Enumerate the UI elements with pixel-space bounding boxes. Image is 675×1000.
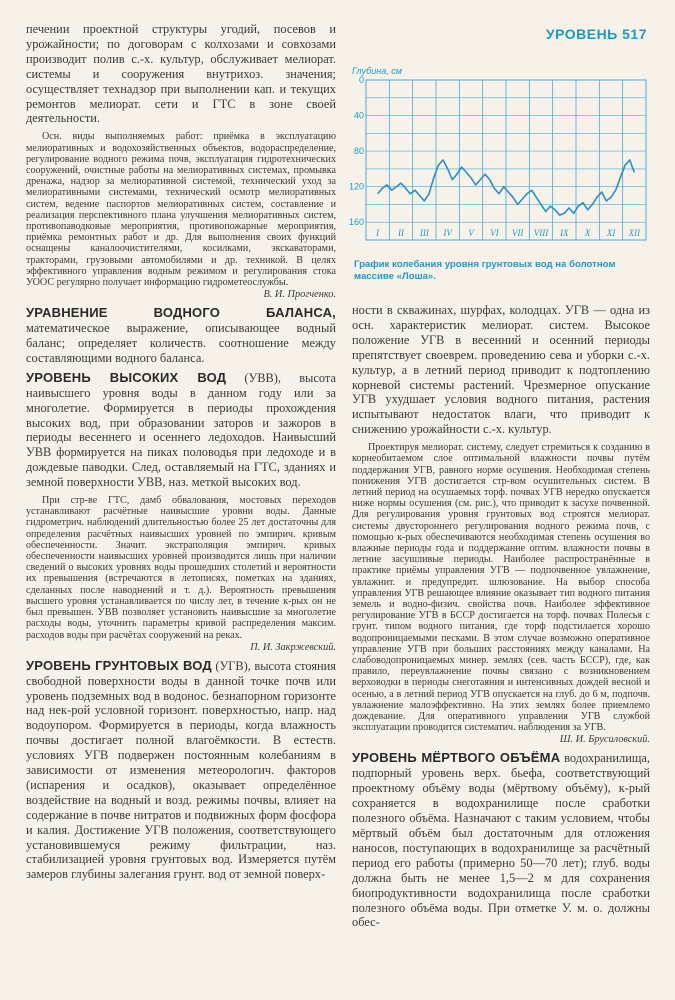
- paragraph-design: Проектируя мелиорат. систему, следует стремиться к созданию в корнеобитаемом слое оптимальной влажности почвы путём поддержания УГВ, равного норме осушения. Необходимая степень понижения УГВ достигается стр-вом осушительных систем. В летний период на осушаемых торф. почвах УГВ нередко опускается ниже нормы осушения (см. рис.), что приводит к засухе почвенной. Для регулирования уровня грунтовых вод строятся мелиорат. системы двустороннего регулирования водного режима почв, с помощью к-рых обеспечиваются необходимая степень осушения во влажные периоды года и поддержание оптим. влажности почвы в летние засушливые периоды. Наиболее распространённые в практике приёмы управления УГВ — подпочвенное увлажнение, увлажнит. и предупредит. шлюзование. На выбор способа управления УГВ решающее влияние оказывает тип водного питания земель и водно-физич. свойства почв. Наиболее эффективное регулирование УГВ в БССР достигается на торф. почвах Полесья с грунт. типом водного питания, где торф подстилается хорошо водопроницаемыми песками. В этом случае возможно оперативное управление УГВ при больших расстояниях между каналами. На слабоводопроницаемых минер. землях (сев. часть БССР), где, как правило, переувлажнение почвы связано с возникновением верховодки в периоды снеготаяния и интенсивных дождей весной и осенью, а в летний период УГВ опускается на глуб. до 6 м, подпочв. увлажнение малоэффективно. На этих землях более приемлемо дождевание. Для оперативного управления УГВ службой эксплуатации проводится систематич. наблюдения за УГВ.: [352, 442, 650, 734]
- y-tick-label: 160: [348, 217, 364, 228]
- entry-high-water-level: [26, 371, 336, 490]
- entry-text: (УВВ), высота наивысшего уровня воды в данном году или за многолетие. Формируется в периоды прохождения высоких вод, при образовании заторов и зажоров в периоды весеннего и осеннего ледоходов. Наивысший УВВ формируется на пиках половодья при ледоходе и в дождевые паводки. След, оставляемый на ГТС, зданиях и земной поверхности УВВ, наз. меткой высоких вод.: [26, 370, 336, 490]
- x-tick-label: IV: [443, 228, 452, 238]
- x-tick-label: XII: [628, 228, 641, 238]
- y-tick-label: 0: [358, 75, 364, 85]
- author-signature: П. И. Закржевский.: [250, 641, 336, 653]
- paragraph-continuation: ности в скважинах, шурфах, колодцах. УГВ — одна из осн. характеристик мелиорат. систем. Высокое положение УГВ в весенний и осенний периоды препятствует своеврем. проведению сева и уборки с.-х. культур, а в летний период приводит к подтоплению корневой системы растений. Чрезмерное опускание УГВ ухудшает условия водного питания, растения испытывают недостаток влаги, что приводит к снижению урожайности с.-х. культур.: [352, 303, 650, 437]
- entry-heading: УРОВЕНЬ ГРУНТОВЫХ ВОД: [26, 657, 212, 673]
- y-tick-label: 40: [353, 110, 364, 121]
- author-signature: В. И. Прогченко.: [263, 289, 336, 301]
- chart-svg: [348, 62, 650, 257]
- x-tick-label: VI: [490, 228, 499, 238]
- chart-caption: График колебания уровня грунтовых вод на болотном массиве «Лоша».: [354, 259, 616, 282]
- paragraph-design-levels: При стр-ве ГТС, дамб обвалования, мостовых переходов устанавливают расчётные наивысшие уровни воды. Данные гидрометрич. наблюдений длительностью более 25 лет достаточны для определения расчётных наивысших уровней по эмпирич. кривым обеспеченности. Значит. экстраполяция эмпирич. кривых обеспеченности наивысших уровней производится лишь при наличии сведений о высоких уровнях воды прошедших столетий и вероятности их превышения (встречаются в летописях, пометках на зданиях, сделанных после наводнений и т. д.). Вероятность превышения высшего уровня устанавливается по числу лет, в течение к-рых он не был превышен. УВВ позволяет установить наивысшие за многолетие расходы воды, уточнить параметры кривой распределения максим. расходов воды при расчётах сооружений на реках.: [26, 495, 336, 641]
- x-tick-label: X: [584, 228, 591, 238]
- x-tick-label: II: [398, 228, 404, 238]
- paragraph-continuation: печении проектной структуры угодий, посевов и урожайности; по договорам с колхозами и совхозами производит полив с.-х. культур, обслуживает мелиорат. системы и сооружения внутрихоз. значения; осуществляет технадзор при выполнении кап. и текущих ремонтов мелиорат. сети и ГТС в зоне своей деятельности.: [26, 22, 336, 126]
- entry-heading: УРОВЕНЬ МЁРТВОГО ОБЪЁМА: [352, 750, 561, 766]
- running-head: УРОВЕНЬ 517: [545, 26, 647, 42]
- x-tick-label: VIII: [533, 228, 549, 238]
- entry-heading: УРОВЕНЬ ВЫСОКИХ ВОД: [26, 369, 227, 385]
- right-column: [352, 303, 650, 930]
- left-column: [26, 22, 336, 882]
- paragraph-work-types: Осн. виды выполняемых работ: приёмка в эксплуатацию мелиоративных и водохозяйственных объектов, водораспределение, регулирование водного режима почв, эксплуатация гидротехнических сооружений, очистные работы на мелиоративных системах, промывка дренажа, надзор за мелиоративной системой, технический уход за мелиоративными системами, технический осмотр мелиоративных систем, ведение паспортов мелиоративных систем, составление и реализация перспективного плана улучшения мелиоративных систем, противопаводковые мероприятия, противопожарные мероприятия, приёмка ремонтных работ и др. Для выполнения своих функций оснащены каналоочистителями, косилками, экскаваторами, тракторами, грузовыми автомобилями и др. техникой. В целях эффективного управления водным режимом и регулирования стока УООС регулярно получает информацию гидрометеослужбы.: [26, 131, 336, 288]
- x-tick-label: I: [376, 228, 380, 238]
- x-tick-label: XI: [606, 228, 616, 238]
- x-tick-label: V: [468, 228, 474, 238]
- entry-text: математическое выражение, описывающее водный баланс; определяет количеств. соотношение между составляющими водного баланса.: [26, 321, 336, 365]
- x-tick-label: III: [419, 228, 429, 238]
- entry-water-balance: [26, 306, 336, 366]
- entry-dead-storage-level: [352, 751, 650, 930]
- y-tick-label: 80: [353, 146, 364, 157]
- author-signature: Ш. И. Брусиловский.: [559, 734, 650, 746]
- entry-heading: УРАВНЕНИЕ ВОДНОГО БАЛАНСА,: [26, 305, 336, 321]
- y-tick-label: 120: [348, 181, 364, 192]
- entry-text: (УГВ), высота стояния свободной поверхности воды в данной точке почв или уровень подземных вод в водонос. безнапорном горизонте над нек-рой условной горизонт. поверхностью, напр. над водоупором. Формируется в периоды, когда влажность почвы достигает полной влагоёмкости. В естеств. условиях УГВ подвержен постоянным колебаниям в зависимости от изменения метеорологич. факторов (испарения и осадков), оказывает определённое воздействие на водный и возд. режимы почвы, влияет на содержание в почве нитратов и подвижных форм фосфора и калия. Достижение УГВ положения, соответствующего установившемуся режиму фильтрации, наз. стабилизацией уровня грунтовых вод. Измеряется путём замеров глубины залегания грунт. вод от земной поверх-: [26, 658, 336, 882]
- entry-groundwater-level: [26, 659, 336, 883]
- x-tick-label: VII: [511, 228, 524, 238]
- entry-text: водохранилища, подпорный уровень верх. бьефа, соответствующий проектному объёму воды (мёртвому объёму), к-рый сохраняется в водохранилище после сработки полезного объёма. Назначают с таким условием, чтобы мёртвый объём был достаточным для отложения наносов, поступающих в водохранилище за расчётный период его работы (примерно 50—70 лет); глуб. воды должна быть не менее 1,5—2 м для сохранения биопродуктивности водохранилища после сработки полезного объёма воды. При отметке У. м. о. должны обес-: [352, 751, 650, 930]
- y-axis-label: Глубина, см: [352, 66, 402, 76]
- x-tick-label: IX: [560, 228, 569, 238]
